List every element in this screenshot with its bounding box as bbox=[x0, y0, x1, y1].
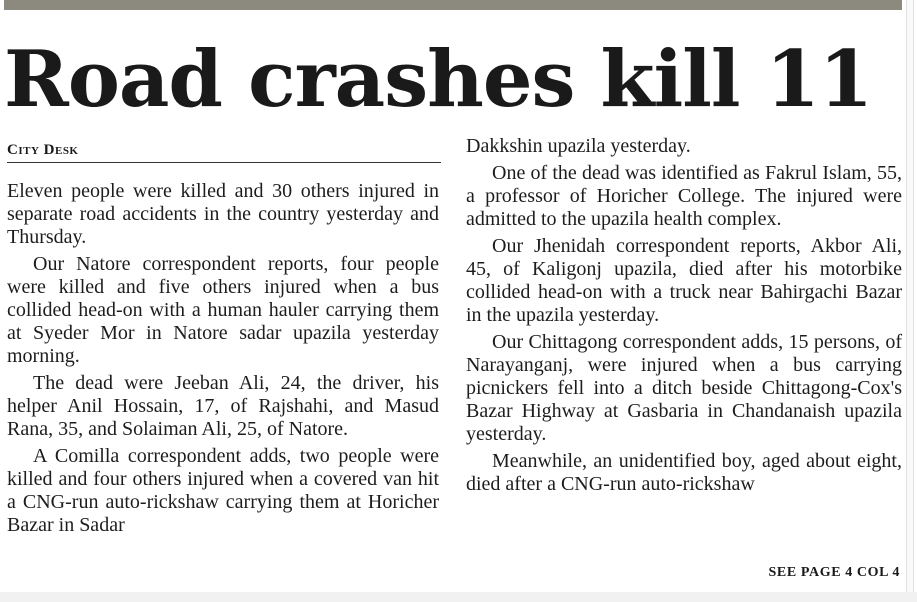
page-edge bbox=[906, 0, 914, 602]
right-column bbox=[466, 135, 902, 500]
paragraph: A Comilla correspondent adds, two people were killed and four others injured when a covered van hit a CNG-run auto-rickshaw carrying them at Horicher Bazar in Sadar bbox=[7, 445, 439, 536]
paragraph: Dakkshin upazila yesterday. bbox=[466, 135, 691, 157]
byline: City Desk bbox=[7, 142, 441, 163]
paragraph: One of the dead was identified as Fakrul Islam, 55, a professor of Horicher College. The injured were admitted to the upazila health complex. bbox=[466, 162, 902, 230]
paragraph: Our Jhenidah correspondent reports, Akbor Ali, 45, of Kaligonj upazila, died after his motorbike collided head-on with a truck near Bahirgachi Bazar in the upazila yesterday. bbox=[466, 235, 902, 326]
paragraph: Meanwhile, an unidentified boy, aged about eight, died after a CNG-run auto-rickshaw bbox=[466, 450, 902, 495]
bottom-strip bbox=[0, 592, 917, 602]
left-column bbox=[7, 180, 439, 541]
headline: Road crashes kill 11 bbox=[4, 34, 873, 125]
paragraph: Our Chittagong correspondent adds, 15 persons, of Narayanganj, were injured when a bus carrying picnickers fell into a ditch beside Chittagong-Cox's Bazar Highway at Gasbaria in Chandanaish upazila yesterday. bbox=[466, 331, 902, 445]
paragraph: The dead were Jeeban Ali, 24, the driver, his helper Anil Hossain, 17, of Rajshahi, and Masud Rana, 35, and Solaiman Ali, 25, of Natore. bbox=[7, 372, 439, 440]
jump-line: SEE PAGE 4 COL 4 bbox=[768, 565, 900, 580]
paragraph: Eleven people were killed and 30 others injured in separate road accidents in the country yesterday and Thursday. bbox=[7, 180, 439, 248]
top-rule bbox=[4, 0, 902, 10]
paragraph: Our Natore correspondent reports, four people were killed and five others injured when a bus collided head-on with a human hauler carrying them at Syeder Mor in Natore sadar upazila yesterday morning. bbox=[7, 253, 439, 367]
